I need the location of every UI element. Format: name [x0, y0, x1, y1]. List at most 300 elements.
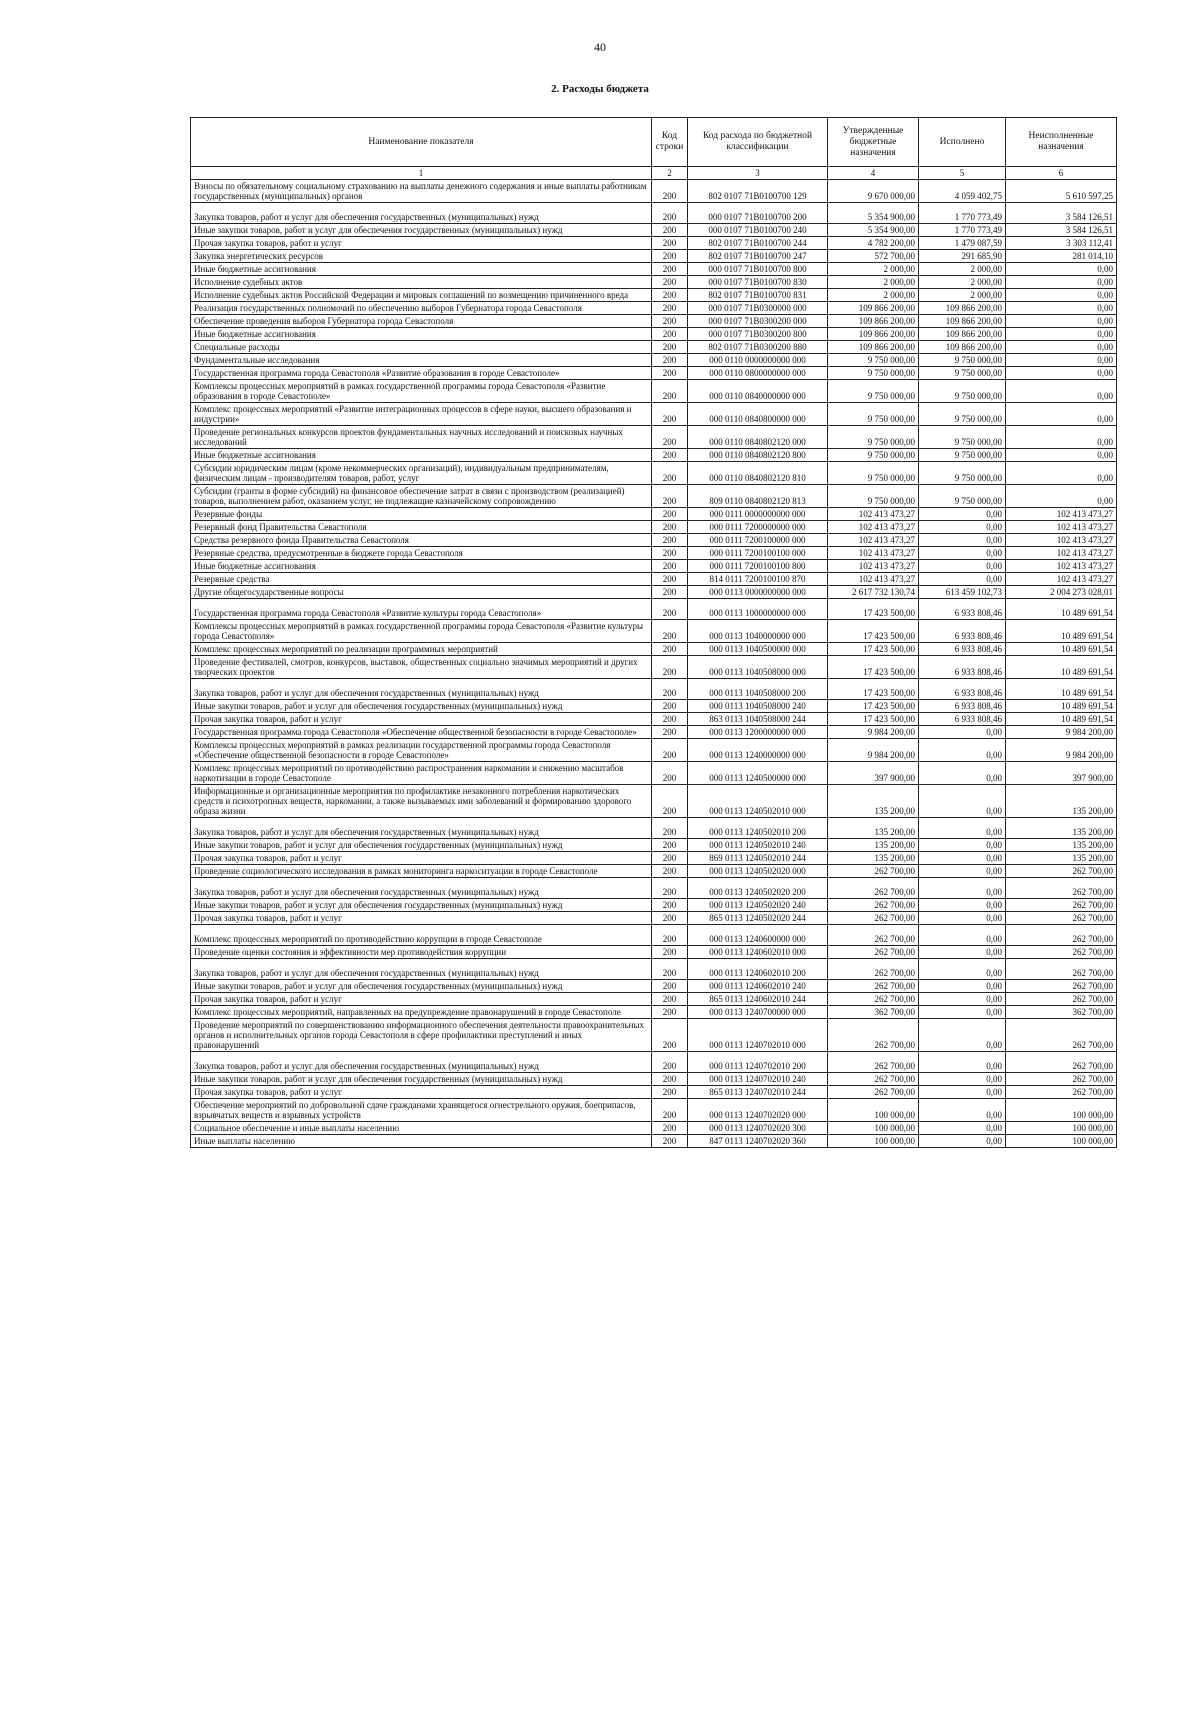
row-executed: 6 933 808,46	[919, 656, 1006, 679]
row-line-code: 200	[652, 726, 688, 739]
row-executed: 6 933 808,46	[919, 599, 1006, 620]
row-line-code: 200	[652, 573, 688, 586]
table-row	[191, 263, 1117, 276]
row-name: Резервный фонд Правительства Севастополя	[191, 521, 652, 534]
row-unexecuted: 5 610 597,25	[1006, 180, 1117, 203]
table-row	[191, 1006, 1117, 1019]
row-line-code: 200	[652, 263, 688, 276]
row-executed: 0,00	[919, 726, 1006, 739]
row-budget-class-code: 000 0110 0840802120 000	[688, 426, 828, 449]
row-executed: 0,00	[919, 865, 1006, 878]
row-unexecuted: 0,00	[1006, 289, 1117, 302]
row-executed: 1 770 773,49	[919, 224, 1006, 237]
row-approved: 262 700,00	[828, 899, 919, 912]
row-name: Государственная программа города Севастополя «Развитие образования в городе Севастополе»	[191, 367, 652, 380]
row-unexecuted: 100 000,00	[1006, 1122, 1117, 1135]
row-name: Прочая закупка товаров, работ и услуг	[191, 852, 652, 865]
row-line-code: 200	[652, 449, 688, 462]
row-approved: 2 000,00	[828, 276, 919, 289]
row-line-code: 200	[652, 762, 688, 785]
row-approved: 102 413 473,27	[828, 521, 919, 534]
row-executed: 0,00	[919, 980, 1006, 993]
row-budget-class-code: 000 0113 1240502020 000	[688, 865, 828, 878]
row-name: Иные бюджетные ассигнования	[191, 449, 652, 462]
row-line-code: 200	[652, 508, 688, 521]
row-line-code: 200	[652, 1019, 688, 1052]
table-row	[191, 912, 1117, 925]
table-row	[191, 818, 1117, 839]
row-line-code: 200	[652, 878, 688, 899]
row-approved: 262 700,00	[828, 1073, 919, 1086]
row-name: Обеспечение проведения выборов Губернатора города Севастополя	[191, 315, 652, 328]
table-row	[191, 785, 1117, 818]
row-name: Исполнение судебных актов Российской Федерации и мировых соглашений по возмещению причиненного вреда	[191, 289, 652, 302]
row-name: Иные выплаты населению	[191, 1135, 652, 1148]
row-name: Закупка энергетических ресурсов	[191, 250, 652, 263]
row-budget-class-code: 000 0113 1240502010 240	[688, 839, 828, 852]
table-row	[191, 560, 1117, 573]
row-approved: 9 670 000,00	[828, 180, 919, 203]
row-line-code: 200	[652, 426, 688, 449]
row-unexecuted: 397 900,00	[1006, 762, 1117, 785]
row-name: Проведение социологического исследования в рамках мониторинга наркоситуации в городе Севастополе	[191, 865, 652, 878]
row-name: Исполнение судебных актов	[191, 276, 652, 289]
row-line-code: 200	[652, 380, 688, 403]
row-unexecuted: 262 700,00	[1006, 865, 1117, 878]
row-line-code: 200	[652, 980, 688, 993]
row-budget-class-code: 000 0113 1240600000 000	[688, 925, 828, 946]
row-unexecuted: 102 413 473,27	[1006, 560, 1117, 573]
row-name: Прочая закупка товаров, работ и услуг	[191, 993, 652, 1006]
row-executed: 9 750 000,00	[919, 380, 1006, 403]
table-row	[191, 946, 1117, 959]
row-budget-class-code: 869 0113 1240502010 244	[688, 852, 828, 865]
row-executed: 0,00	[919, 560, 1006, 573]
row-line-code: 200	[652, 1122, 688, 1135]
table-row	[191, 700, 1117, 713]
row-name: Государственная программа города Севастополя «Обеспечение общественной безопасности в городе Севастополе»	[191, 726, 652, 739]
row-name: Проведение фестивалей, смотров, конкурсов, выставок, общественных социально значимых мероприятий и других творческих проектов	[191, 656, 652, 679]
row-executed: 9 750 000,00	[919, 367, 1006, 380]
table-row	[191, 899, 1117, 912]
row-line-code: 200	[652, 818, 688, 839]
row-unexecuted: 0,00	[1006, 462, 1117, 485]
row-unexecuted: 0,00	[1006, 426, 1117, 449]
row-name: Закупка товаров, работ и услуг для обеспечения государственных (муниципальных) нужд	[191, 679, 652, 700]
row-line-code: 200	[652, 959, 688, 980]
table-row	[191, 1019, 1117, 1052]
row-name: Резервные средства	[191, 573, 652, 586]
row-line-code: 200	[652, 180, 688, 203]
row-budget-class-code: 000 0110 0840802120 800	[688, 449, 828, 462]
row-name: Реализация государственных полномочий по обеспечению выборов Губернатора города Севастополя	[191, 302, 652, 315]
header-name: Наименование показателя	[191, 118, 652, 167]
row-budget-class-code: 000 0110 0840800000 000	[688, 403, 828, 426]
row-name: Резервные средства, предусмотренные в бюджете города Севастополя	[191, 547, 652, 560]
row-name: Другие общегосударственные вопросы	[191, 586, 652, 599]
row-approved: 100 000,00	[828, 1135, 919, 1148]
row-line-code: 200	[652, 276, 688, 289]
table-row	[191, 508, 1117, 521]
row-unexecuted: 3 303 112,41	[1006, 237, 1117, 250]
row-line-code: 200	[652, 1073, 688, 1086]
row-approved: 109 866 200,00	[828, 302, 919, 315]
row-name: Социальное обеспечение и иные выплаты населению	[191, 1122, 652, 1135]
row-unexecuted: 0,00	[1006, 354, 1117, 367]
row-unexecuted: 0,00	[1006, 403, 1117, 426]
row-approved: 9 750 000,00	[828, 354, 919, 367]
row-budget-class-code: 865 0113 1240702010 244	[688, 1086, 828, 1099]
row-line-code: 200	[652, 852, 688, 865]
row-approved: 102 413 473,27	[828, 508, 919, 521]
row-line-code: 200	[652, 1052, 688, 1073]
row-name: Специальные расходы	[191, 341, 652, 354]
row-unexecuted: 100 000,00	[1006, 1099, 1117, 1122]
row-name: Закупка товаров, работ и услуг для обеспечения государственных (муниципальных) нужд	[191, 959, 652, 980]
table-row	[191, 852, 1117, 865]
row-name: Субсидии (гранты в форме субсидий) на финансовое обеспечение затрат в связи с производством (реализацией) товаров, выполнением работ, оказанием услуг, не подлежащие казначейскому сопровождению	[191, 485, 652, 508]
row-unexecuted: 0,00	[1006, 367, 1117, 380]
table-row	[191, 380, 1117, 403]
row-unexecuted: 0,00	[1006, 449, 1117, 462]
table-row	[191, 993, 1117, 1006]
row-line-code: 200	[652, 679, 688, 700]
table-row	[191, 315, 1117, 328]
table-row	[191, 426, 1117, 449]
table-row	[191, 573, 1117, 586]
row-unexecuted: 135 200,00	[1006, 852, 1117, 865]
row-approved: 17 423 500,00	[828, 656, 919, 679]
row-approved: 109 866 200,00	[828, 315, 919, 328]
header-approved: Утвержденные бюджетные назначения	[828, 118, 919, 167]
row-approved: 17 423 500,00	[828, 643, 919, 656]
row-approved: 9 750 000,00	[828, 403, 919, 426]
row-budget-class-code: 000 0107 71В0100700 800	[688, 263, 828, 276]
row-name: Резервные фонды	[191, 508, 652, 521]
row-approved: 9 750 000,00	[828, 485, 919, 508]
row-budget-class-code: 000 0113 1240602010 000	[688, 946, 828, 959]
row-name: Прочая закупка товаров, работ и услуг	[191, 1086, 652, 1099]
table-row	[191, 237, 1117, 250]
row-unexecuted: 10 489 691,54	[1006, 620, 1117, 643]
table-row	[191, 341, 1117, 354]
row-unexecuted: 2 004 273 028,01	[1006, 586, 1117, 599]
row-unexecuted: 0,00	[1006, 276, 1117, 289]
row-executed: 0,00	[919, 852, 1006, 865]
row-approved: 17 423 500,00	[828, 713, 919, 726]
row-budget-class-code: 802 0107 71В0100700 247	[688, 250, 828, 263]
row-budget-class-code: 000 0113 1040500000 000	[688, 643, 828, 656]
row-unexecuted: 0,00	[1006, 302, 1117, 315]
row-line-code: 200	[652, 700, 688, 713]
column-number-row	[191, 167, 1117, 180]
row-unexecuted: 362 700,00	[1006, 1006, 1117, 1019]
table-row	[191, 762, 1117, 785]
table-row	[191, 534, 1117, 547]
row-line-code: 200	[652, 1099, 688, 1122]
row-budget-class-code: 814 0111 7200100100 870	[688, 573, 828, 586]
table-row	[191, 980, 1117, 993]
row-budget-class-code: 000 0113 1040508000 200	[688, 679, 828, 700]
row-name: Иные закупки товаров, работ и услуг для обеспечения государственных (муниципальных) нужд	[191, 224, 652, 237]
row-budget-class-code: 000 0111 7200100000 000	[688, 534, 828, 547]
row-executed: 9 750 000,00	[919, 449, 1006, 462]
budget-expenses-table	[190, 117, 1117, 1148]
row-unexecuted: 262 700,00	[1006, 993, 1117, 1006]
row-budget-class-code: 000 0111 7200000000 000	[688, 521, 828, 534]
row-budget-class-code: 000 0113 1240702010 240	[688, 1073, 828, 1086]
row-name: Иные закупки товаров, работ и услуг для обеспечения государственных (муниципальных) нужд	[191, 839, 652, 852]
row-line-code: 200	[652, 599, 688, 620]
row-executed: 109 866 200,00	[919, 302, 1006, 315]
row-line-code: 200	[652, 912, 688, 925]
row-budget-class-code: 000 0113 1240702020 300	[688, 1122, 828, 1135]
row-executed: 109 866 200,00	[919, 315, 1006, 328]
table-row	[191, 878, 1117, 899]
table-row	[191, 203, 1117, 224]
row-name: Информационные и организационные мероприятия по профилактике незаконного потребления наркотических средств и психотропных веществ, наркомании, а также вызываемых ими заболеваний и формированию здорового образа жизни	[191, 785, 652, 818]
table-row	[191, 726, 1117, 739]
row-executed: 0,00	[919, 959, 1006, 980]
row-unexecuted: 262 700,00	[1006, 1052, 1117, 1073]
row-budget-class-code: 802 0107 71В0100700 831	[688, 289, 828, 302]
table-row	[191, 367, 1117, 380]
row-name: Взносы по обязательному социальному страхованию на выплаты денежного содержания и иные выплаты работникам государственных (муниципальных) органов	[191, 180, 652, 203]
row-executed: 0,00	[919, 912, 1006, 925]
row-name: Государственная программа города Севастополя «Развитие культуры города Севастополя»	[191, 599, 652, 620]
table-row	[191, 180, 1117, 203]
row-budget-class-code: 000 0107 71В0100700 830	[688, 276, 828, 289]
row-approved: 135 200,00	[828, 839, 919, 852]
row-line-code: 200	[652, 315, 688, 328]
row-unexecuted: 262 700,00	[1006, 1086, 1117, 1099]
row-budget-class-code: 000 0111 7200100100 800	[688, 560, 828, 573]
row-approved: 362 700,00	[828, 1006, 919, 1019]
row-line-code: 200	[652, 203, 688, 224]
row-budget-class-code: 000 0113 1240700000 000	[688, 1006, 828, 1019]
row-unexecuted: 0,00	[1006, 315, 1117, 328]
row-approved: 5 354 900,00	[828, 224, 919, 237]
row-unexecuted: 135 200,00	[1006, 785, 1117, 818]
table-row	[191, 1099, 1117, 1122]
table-row	[191, 1073, 1117, 1086]
row-unexecuted: 262 700,00	[1006, 1019, 1117, 1052]
row-unexecuted: 262 700,00	[1006, 899, 1117, 912]
row-line-code: 200	[652, 560, 688, 573]
row-line-code: 200	[652, 865, 688, 878]
row-line-code: 200	[652, 620, 688, 643]
row-executed: 6 933 808,46	[919, 700, 1006, 713]
table-row	[191, 925, 1117, 946]
row-budget-class-code: 000 0113 1240702010 000	[688, 1019, 828, 1052]
row-executed: 2 000,00	[919, 289, 1006, 302]
row-unexecuted: 262 700,00	[1006, 946, 1117, 959]
row-unexecuted: 10 489 691,54	[1006, 656, 1117, 679]
row-approved: 9 750 000,00	[828, 367, 919, 380]
row-unexecuted: 262 700,00	[1006, 878, 1117, 899]
row-line-code: 200	[652, 250, 688, 263]
row-approved: 135 200,00	[828, 818, 919, 839]
table-body	[191, 180, 1117, 1148]
row-name: Закупка товаров, работ и услуг для обеспечения государственных (муниципальных) нужд	[191, 203, 652, 224]
row-executed: 1 770 773,49	[919, 203, 1006, 224]
row-budget-class-code: 000 0113 1200000000 000	[688, 726, 828, 739]
row-name: Комплекс процессных мероприятий «Развитие интеграционных процессов в сфере науки, высшего образования и индустрии»	[191, 403, 652, 426]
row-line-code: 200	[652, 547, 688, 560]
table-row	[191, 449, 1117, 462]
row-approved: 17 423 500,00	[828, 679, 919, 700]
row-line-code: 200	[652, 328, 688, 341]
row-line-code: 200	[652, 521, 688, 534]
row-budget-class-code: 000 0113 1240502010 000	[688, 785, 828, 818]
row-line-code: 200	[652, 899, 688, 912]
table-row	[191, 302, 1117, 315]
row-unexecuted: 10 489 691,54	[1006, 643, 1117, 656]
row-budget-class-code: 000 0113 1240702010 200	[688, 1052, 828, 1073]
table-row	[191, 586, 1117, 599]
row-line-code: 200	[652, 946, 688, 959]
row-budget-class-code: 000 0111 7200100100 000	[688, 547, 828, 560]
row-budget-class-code: 809 0110 0840802120 813	[688, 485, 828, 508]
row-executed: 6 933 808,46	[919, 679, 1006, 700]
row-executed: 9 750 000,00	[919, 462, 1006, 485]
row-name: Иные закупки товаров, работ и услуг для обеспечения государственных (муниципальных) нужд	[191, 899, 652, 912]
row-line-code: 200	[652, 237, 688, 250]
row-executed: 0,00	[919, 1099, 1006, 1122]
row-name: Комплекс процессных мероприятий, направленных на предупреждение правонарушений в городе Севастополе	[191, 1006, 652, 1019]
table-row	[191, 620, 1117, 643]
table-row	[191, 462, 1117, 485]
row-approved: 9 750 000,00	[828, 462, 919, 485]
row-approved: 17 423 500,00	[828, 700, 919, 713]
row-executed: 109 866 200,00	[919, 341, 1006, 354]
row-approved: 262 700,00	[828, 1052, 919, 1073]
row-approved: 262 700,00	[828, 912, 919, 925]
column-number: 1	[191, 167, 652, 180]
column-number: 5	[919, 167, 1006, 180]
row-budget-class-code: 802 0107 71В0100700 129	[688, 180, 828, 203]
table-row	[191, 1135, 1117, 1148]
row-approved: 262 700,00	[828, 878, 919, 899]
row-approved: 100 000,00	[828, 1122, 919, 1135]
row-approved: 109 866 200,00	[828, 328, 919, 341]
row-name: Прочая закупка товаров, работ и услуг	[191, 237, 652, 250]
row-name: Иные бюджетные ассигнования	[191, 560, 652, 573]
row-name: Комплексы процессных мероприятий в рамках государственной программы города Севастополя «Развитие культуры города Севастополя»	[191, 620, 652, 643]
row-executed: 0,00	[919, 925, 1006, 946]
row-executed: 6 933 808,46	[919, 643, 1006, 656]
table-row	[191, 485, 1117, 508]
row-executed: 9 750 000,00	[919, 403, 1006, 426]
row-unexecuted: 3 584 126,51	[1006, 224, 1117, 237]
row-unexecuted: 0,00	[1006, 380, 1117, 403]
row-executed: 613 459 102,73	[919, 586, 1006, 599]
row-name: Прочая закупка товаров, работ и услуг	[191, 713, 652, 726]
row-budget-class-code: 000 0107 71В0300200 800	[688, 328, 828, 341]
row-budget-class-code: 000 0107 71В0300000 000	[688, 302, 828, 315]
table-row	[191, 521, 1117, 534]
row-unexecuted: 0,00	[1006, 341, 1117, 354]
row-budget-class-code: 000 0113 1240502020 200	[688, 878, 828, 899]
row-approved: 572 700,00	[828, 250, 919, 263]
table-row	[191, 1122, 1117, 1135]
row-approved: 262 700,00	[828, 1019, 919, 1052]
row-budget-class-code: 000 0110 0000000000 000	[688, 354, 828, 367]
row-unexecuted: 100 000,00	[1006, 1135, 1117, 1148]
table-row	[191, 713, 1117, 726]
row-budget-class-code: 000 0113 1040508000 000	[688, 656, 828, 679]
row-executed: 2 000,00	[919, 276, 1006, 289]
table-header-row	[191, 118, 1117, 167]
row-approved: 109 866 200,00	[828, 341, 919, 354]
row-unexecuted: 10 489 691,54	[1006, 700, 1117, 713]
row-approved: 135 200,00	[828, 852, 919, 865]
row-name: Иные закупки товаров, работ и услуг для обеспечения государственных (муниципальных) нужд	[191, 700, 652, 713]
row-name: Иные бюджетные ассигнования	[191, 263, 652, 276]
row-unexecuted: 102 413 473,27	[1006, 521, 1117, 534]
row-budget-class-code: 000 0113 1240602010 240	[688, 980, 828, 993]
row-name: Проведение оценки состояния и эффективности мер противодействия коррупции	[191, 946, 652, 959]
row-unexecuted: 10 489 691,54	[1006, 679, 1117, 700]
row-executed: 6 933 808,46	[919, 713, 1006, 726]
row-approved: 2 617 732 130,74	[828, 586, 919, 599]
row-executed: 9 750 000,00	[919, 426, 1006, 449]
row-name: Закупка товаров, работ и услуг для обеспечения государственных (муниципальных) нужд	[191, 878, 652, 899]
column-number: 4	[828, 167, 919, 180]
row-executed: 0,00	[919, 1052, 1006, 1073]
row-executed: 0,00	[919, 878, 1006, 899]
row-line-code: 200	[652, 534, 688, 547]
row-unexecuted: 262 700,00	[1006, 1073, 1117, 1086]
row-line-code: 200	[652, 1086, 688, 1099]
table-row	[191, 865, 1117, 878]
row-approved: 262 700,00	[828, 925, 919, 946]
row-executed: 6 933 808,46	[919, 620, 1006, 643]
row-approved: 9 750 000,00	[828, 449, 919, 462]
row-name: Обеспечение мероприятий по добровольной сдаче гражданами хранящегося огнестрельного оружия, боеприпасов, взрывчатых веществ и взрывных устройств	[191, 1099, 652, 1122]
row-budget-class-code: 000 0110 0800000000 000	[688, 367, 828, 380]
row-budget-class-code: 000 0113 1000000000 000	[688, 599, 828, 620]
row-unexecuted: 0,00	[1006, 485, 1117, 508]
row-line-code: 200	[652, 224, 688, 237]
row-budget-class-code: 000 0113 0000000000 000	[688, 586, 828, 599]
row-unexecuted: 262 700,00	[1006, 912, 1117, 925]
row-budget-class-code: 865 0113 1240502020 244	[688, 912, 828, 925]
row-executed: 0,00	[919, 508, 1006, 521]
row-budget-class-code: 000 0111 0000000000 000	[688, 508, 828, 521]
row-approved: 100 000,00	[828, 1099, 919, 1122]
row-executed: 0,00	[919, 1086, 1006, 1099]
row-line-code: 200	[652, 485, 688, 508]
row-unexecuted: 262 700,00	[1006, 925, 1117, 946]
row-budget-class-code: 000 0110 0840802120 810	[688, 462, 828, 485]
row-line-code: 200	[652, 341, 688, 354]
page-number: 40	[594, 40, 606, 54]
row-name: Проведение мероприятий по совершенствованию информационного обеспечения деятельности правоохранительных органов и исполнительных органов города Севастополя в сфере профилактики преступлений и иных правонарушений	[191, 1019, 652, 1052]
row-name: Фундаментальные исследования	[191, 354, 652, 367]
row-name: Комплекс процессных мероприятий по противодействию коррупции в городе Севастополе	[191, 925, 652, 946]
row-unexecuted: 102 413 473,27	[1006, 573, 1117, 586]
row-line-code: 200	[652, 586, 688, 599]
row-unexecuted: 0,00	[1006, 263, 1117, 276]
row-approved: 9 984 200,00	[828, 726, 919, 739]
row-name: Комплекс процессных мероприятий по противодействию распространения наркомании и снижению масштабов наркотизации в городе Севастополе	[191, 762, 652, 785]
row-approved: 262 700,00	[828, 1086, 919, 1099]
row-executed: 9 750 000,00	[919, 485, 1006, 508]
row-line-code: 200	[652, 1135, 688, 1148]
row-budget-class-code: 000 0110 0840000000 000	[688, 380, 828, 403]
row-approved: 102 413 473,27	[828, 534, 919, 547]
